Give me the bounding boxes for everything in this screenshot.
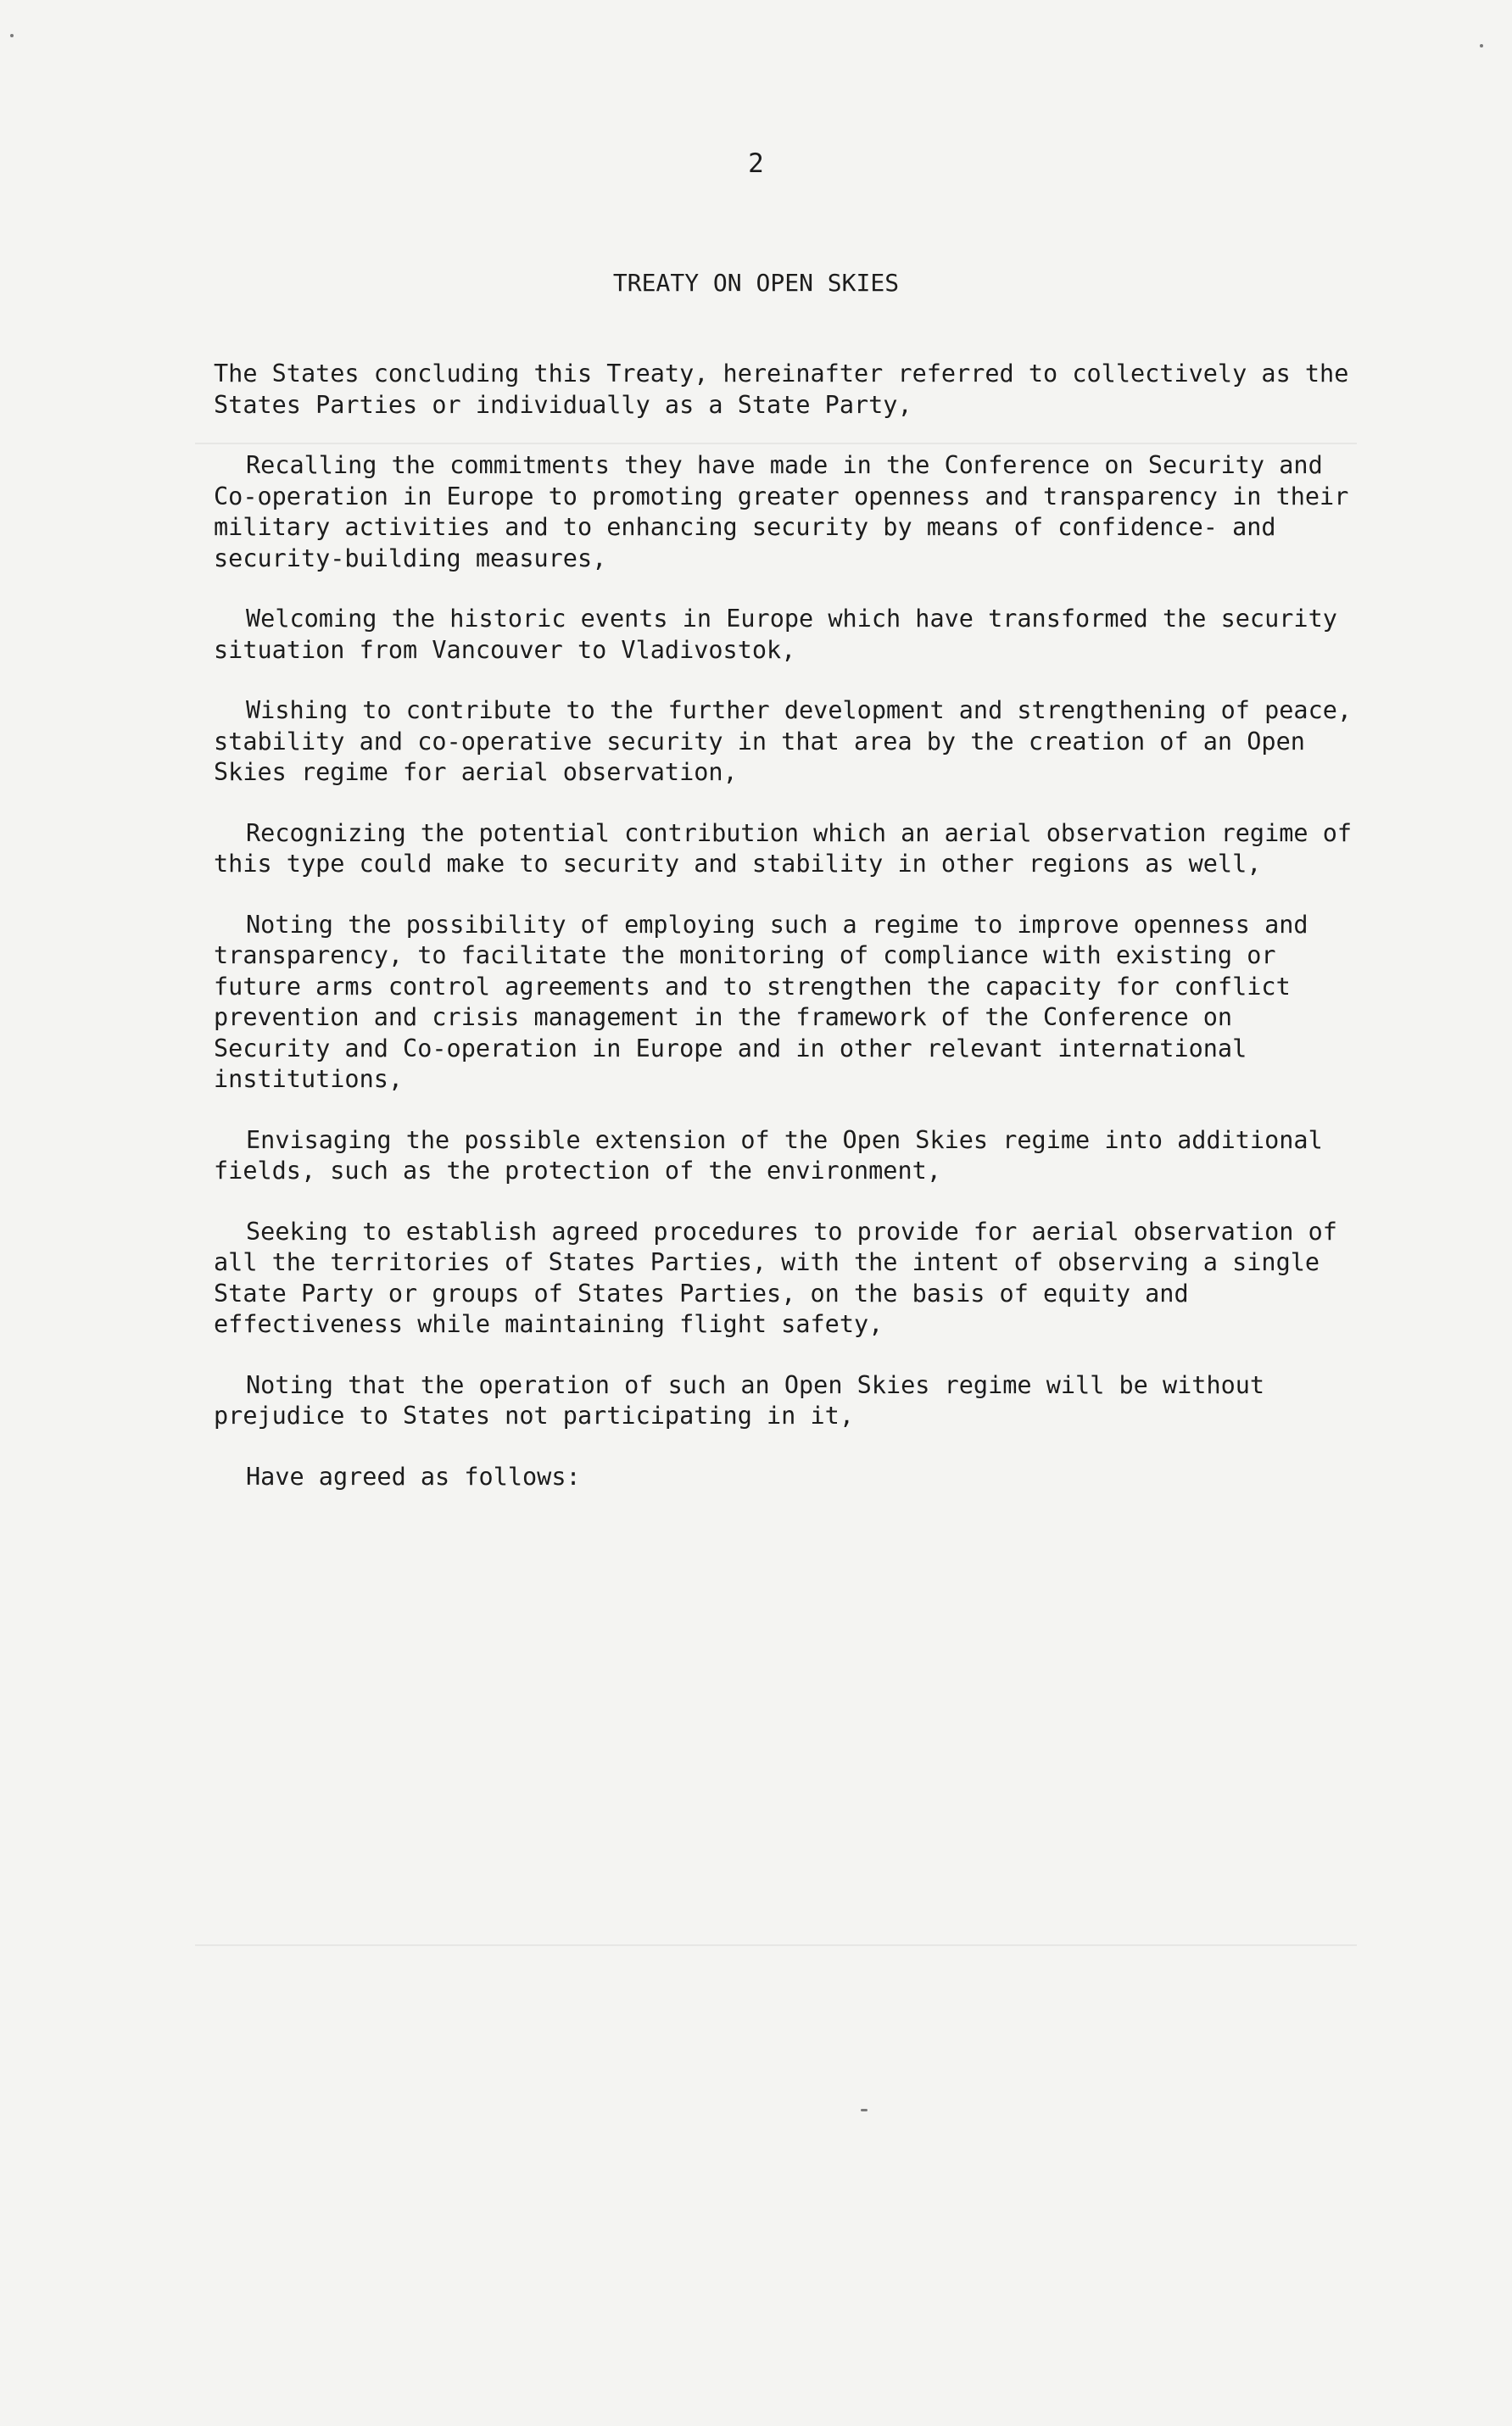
preamble-paragraph: The States concluding this Treaty, hereinafter referred to collectively as the States Parties or individually as a State Party, (214, 360, 1349, 419)
preamble-paragraph: Welcoming the historic events in Europe which have transformed the security situation from Vancouver to Vladivostok, (214, 605, 1337, 664)
preamble-body (214, 359, 1401, 1522)
scan-speck (10, 34, 14, 37)
preamble-paragraph: Recalling the commitments they have made in the Conference on Security and Co-operation in Europe to promoting greater openness and transparency in their military activities and to enhancing security by means of confidence- and security-building measures, (214, 451, 1349, 572)
document-title: TREATY ON OPEN SKIES (612, 269, 900, 297)
scan-speck (861, 2109, 868, 2111)
preamble-paragraph: Envisaging the possible extension of the Open Skies regime into additional fields, such as the protection of the environment, (214, 1125, 1323, 1185)
faint-rule-bottom (195, 1944, 1357, 1946)
preamble-paragraph: Noting that the operation of such an Open Skies regime will be without prejudice to States not participating in it, (214, 1370, 1265, 1430)
scan-speck (1480, 44, 1483, 47)
preamble-paragraph: Recognizing the potential contribution which an aerial observation regime of this type could make to security and stability in other regions as well, (214, 818, 1353, 878)
page-number: 2 (748, 148, 764, 179)
closing-line: Have agreed as follows: (246, 1462, 581, 1491)
preamble-paragraph: Seeking to establish agreed procedures to provide for aerial observation of all the territories of States Parties, with the intent of observing a single State Party or groups of States Parties, on the basis of equity and effectiveness while maintaining flight safety, (214, 1217, 1337, 1338)
preamble-paragraph: Wishing to contribute to the further development and strengthening of peace, stability and co-operative security in that area by the creation of an Open Skies regime for aerial observation, (214, 696, 1353, 786)
preamble-paragraph: Noting the possibility of employing such a regime to improve openness and transparency, to facilitate the monitoring of compliance with existing or future arms control agreements and to strengthen the capacity for conflict prevention and crisis management in the framework of the Conference on Security and Co-operation in Europe and in other relevant international institutions, (214, 910, 1308, 1093)
